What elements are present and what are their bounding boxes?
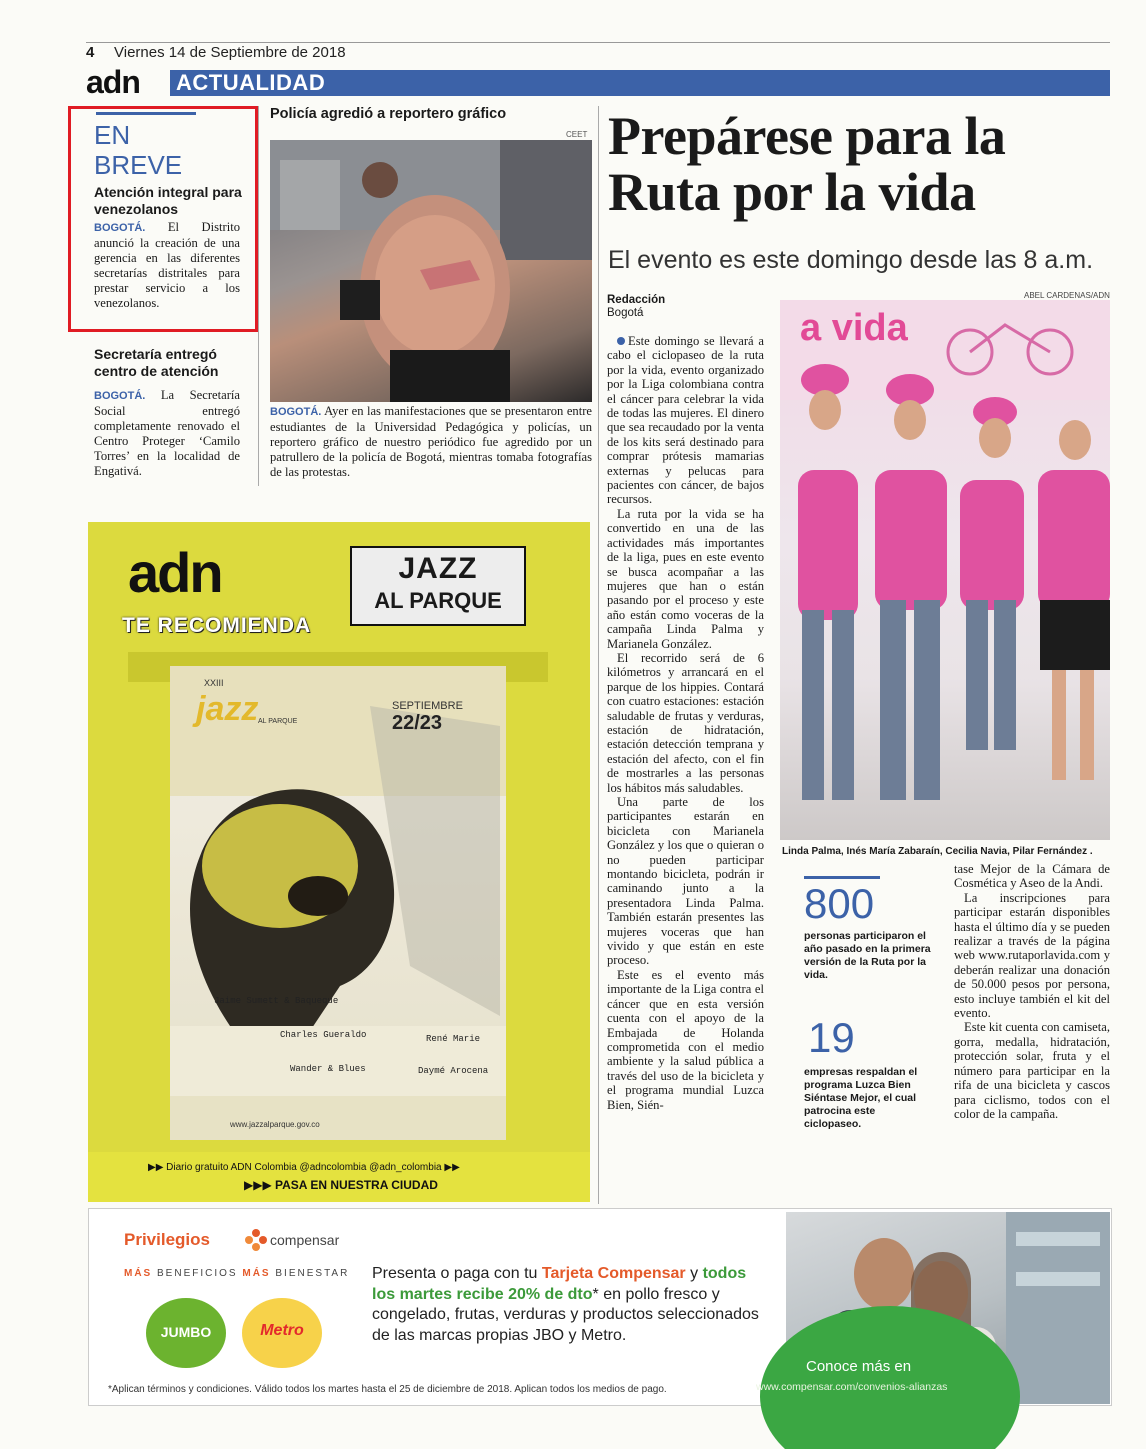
- jazz-social-footer: ▶▶ Diario gratuito ADN Colombia @adncolombia @adn_colombia ▶▶: [148, 1162, 460, 1173]
- poster-artist: Daymé Arocena: [418, 1066, 489, 1076]
- brief1-text: El Distrito anunció la creación de una gerencia en las diferentes secretarías distritales para prestar servicio a los venezolanos.: [94, 220, 240, 310]
- page-date: Viernes 14 de Septiembre de 2018: [114, 44, 346, 61]
- article-paragraph: [607, 334, 764, 507]
- stat1-text: personas participaron el año pasado en la primera versión de la Ruta por la vida.: [804, 930, 931, 981]
- article-paragraph: La ruta por la vida se ha convertido en una de las actividades más importantes de la liga, pues en este evento se busca acompañar a las mujeres que han o están pasando por el proceso y este año están como voceras de la campaña Linda Palma y Marianela González.: [607, 506, 764, 651]
- jazz-subtitle: AL PARQUE: [374, 588, 502, 613]
- en-breve-title: [94, 120, 244, 180]
- police-photo: [270, 140, 592, 402]
- article-paragraph: Una parte de los participantes estarán en bicicleta con Marianela González y los que o quieran o no pueden participar montando bicicleta, podrán ir caminando junto a la presentadora Linda Palma. También estarán presentes las mujeres voceras que han vivido y que están en este proceso.: [607, 795, 764, 968]
- police-headline: Policía agredió a reportero gráfico: [270, 106, 507, 122]
- article-paragraph: tase Mejor de la Cámara de Cosmética y Aseo de la Andi.: [954, 862, 1110, 891]
- article-paragraph: Este kit cuenta con camiseta, gorra, medalla, hidratación, protección solar, fruta y el número para participar en la rifa de una bicicleta y cascos para ciclismo, todos con el color de la campaña.: [954, 1020, 1110, 1121]
- photo-caption: Linda Palma, Inés María Zabaraín, Cecilia Navia, Pilar Fernández .: [782, 846, 1093, 857]
- brief2-dateline: BOGOTÁ.: [94, 390, 146, 402]
- poster-month: SEPTIEMBRE: [392, 700, 463, 712]
- brief2-headline: Secretaría entregó centro de atención: [94, 346, 219, 379]
- article-column-1: [607, 334, 764, 1112]
- adn-logo: adn: [86, 64, 140, 100]
- police-dateline: BOGOTÁ.: [270, 406, 322, 418]
- article-paragraph: Este es el evento más importante de la Liga contra el cáncer que en esta versión cuenta con el apoyo de la Embajada de Holanda comprometida con el medio ambiente y la salud pública a través del uso de la bicicleta y el programa mundial Luzca Bien, Sién-: [607, 967, 764, 1112]
- article-column-2: [954, 862, 1110, 1121]
- stat2-text: empresas respaldan el programa Luzca Bien Siéntase Mejor, el cual patrocina este ciclopaseo.: [804, 1066, 918, 1130]
- police-photo-credit: CEET: [566, 130, 588, 139]
- poster-artist: Charles Gueraldo: [280, 1030, 367, 1040]
- poster-subtitle: AL PARQUE: [258, 718, 298, 725]
- tag-mas: MÁS: [124, 1268, 153, 1279]
- brief2-body: [94, 388, 240, 479]
- article-photo: [780, 300, 1110, 840]
- paragraph-text: Este domingo se llevará a cabo el ciclopaseo de la ruta por la vida, evento organizado por la Liga colombiana contra el cáncer para celebrar la vida de todas las mujeres. El dinero que sea recaudado por la venta de los kits será destinado para comprar prótesis mamarias externas y pelucas para pacientes con cáncer, de bajos recursos.: [607, 334, 764, 507]
- poster-title: jazz: [196, 690, 259, 728]
- banner-text: a vida: [800, 307, 908, 349]
- police-caption: [270, 404, 592, 480]
- offer-intro: Presenta o paga con tu: [372, 1265, 538, 1282]
- offer-discount: todos los martes recibe 20% de dto: [372, 1265, 747, 1303]
- poster-artist: Jaime Sumett & Baqueque: [214, 996, 339, 1006]
- compensar-cta[interactable]: Conoce más en: [806, 1358, 912, 1375]
- brief1-body: [94, 220, 240, 311]
- column-divider: [598, 106, 599, 1204]
- police-text: Ayer en las manifestaciones que se presentaron entre estudiantes de la Universidad Pedagógica y policías, un reportero gráfico de nuestro periódico fue agredido por un patrullero de la policía de Bogotá, mientras tomaba fotografías de las protestas.: [270, 404, 592, 479]
- tag-benefits: BENEFICIOS: [157, 1268, 238, 1279]
- women-photo-illustration: [780, 300, 1110, 840]
- brief1-headline: Atención integral para venezolanos: [94, 184, 242, 217]
- jazz-adn-logo: adn: [128, 541, 222, 604]
- police-photo-illustration: [270, 140, 592, 402]
- poster-edition: XXIII: [204, 678, 224, 688]
- compensar-offer: [372, 1264, 762, 1346]
- en-breve-line1: EN: [94, 120, 131, 150]
- brief2-text: La Secretaría Social entregó completamente renovado el Centro Proteger ‘Camilo Torres’ en la localidad de Engativá.: [94, 388, 240, 478]
- stat2-number: 19: [808, 1014, 855, 1061]
- top-rule: [86, 42, 1110, 43]
- offer-star: *: [592, 1285, 599, 1303]
- jumbo-label: JUMBO: [160, 1324, 212, 1340]
- tag-wellbeing: BIENESTAR: [275, 1268, 350, 1279]
- article-byline-city: Bogotá: [607, 307, 644, 319]
- offer-details: en pollo fresco y congelado, frutas, verduras y productos seleccionados de las marcas propias JBO y Metro.: [372, 1285, 759, 1344]
- article-byline: Redacción: [607, 294, 666, 306]
- article-paragraph: El recorrido será de 6 kilómetros y arrancará en el parque de los hippies. Contará con cuatro estaciones: estación saludable de frutas y verduras, estación de hidratación, estación detección temprana y estación del afecto, con el fin de mostrarles a las personas los hábitos más saludables.: [607, 650, 764, 795]
- section-title: ACTUALIDAD: [176, 70, 326, 95]
- brief1-dateline: BOGOTÁ.: [94, 222, 146, 234]
- page-number: 4: [86, 44, 95, 61]
- article-photo-credit: ABEL CARDENAS/ADN: [1024, 291, 1110, 300]
- compensar-legal: *Aplican términos y condiciones. Válido todos los martes hasta el 25 de diciembre de 2018. Aplican todos los medios de pago.: [108, 1384, 667, 1395]
- compensar-url[interactable]: www.compensar.com/convenios-alianzas: [756, 1381, 948, 1393]
- headline-line1: Prepárese para la: [608, 106, 1006, 166]
- headline-line2: Ruta por la vida: [608, 162, 976, 222]
- offer-y: y: [690, 1265, 699, 1282]
- compensar-tagline: [124, 1268, 349, 1279]
- compensar-logo-icon: [244, 1228, 268, 1257]
- privilegios-title: Privilegios: [124, 1230, 210, 1249]
- article-headline: [608, 108, 1118, 220]
- stat-rule: [804, 876, 880, 879]
- jazz-tagline: ▶▶▶ PASA EN NUESTRA CIUDAD: [244, 1178, 438, 1192]
- compensar-brand: compensar: [270, 1232, 340, 1248]
- stat1-number: 800: [804, 880, 875, 927]
- article-subhead: El evento es este domingo desde las 8 a.m.: [608, 246, 1094, 274]
- column-divider: [258, 106, 259, 486]
- poster-web[interactable]: www.jazzalparque.gov.co: [230, 1120, 320, 1129]
- poster-artist: René Marie: [426, 1034, 481, 1044]
- jazz-title: JAZZ: [398, 552, 478, 585]
- tag-mas: MÁS: [242, 1268, 271, 1279]
- bullet-icon: [617, 337, 625, 345]
- jazz-recomienda: TE RECOMIENDA: [122, 614, 312, 637]
- poster-artist: Wander & Blues: [290, 1064, 366, 1074]
- en-breve-line2: BREVE: [94, 150, 183, 180]
- article-paragraph: La inscripciones para participar estarán disponibles hasta el último día y se pueden realizar a través de la página web www.rutaporlavida.com y deberán realizar una donación de 50.000 pesos por persona, esto incluye también el kit del evento.: [954, 890, 1110, 1021]
- offer-card: Tarjeta Compensar: [541, 1265, 686, 1282]
- breve-rule: [96, 112, 196, 115]
- metro-label: Metro: [260, 1322, 304, 1339]
- poster-dates: 22/23: [392, 712, 443, 734]
